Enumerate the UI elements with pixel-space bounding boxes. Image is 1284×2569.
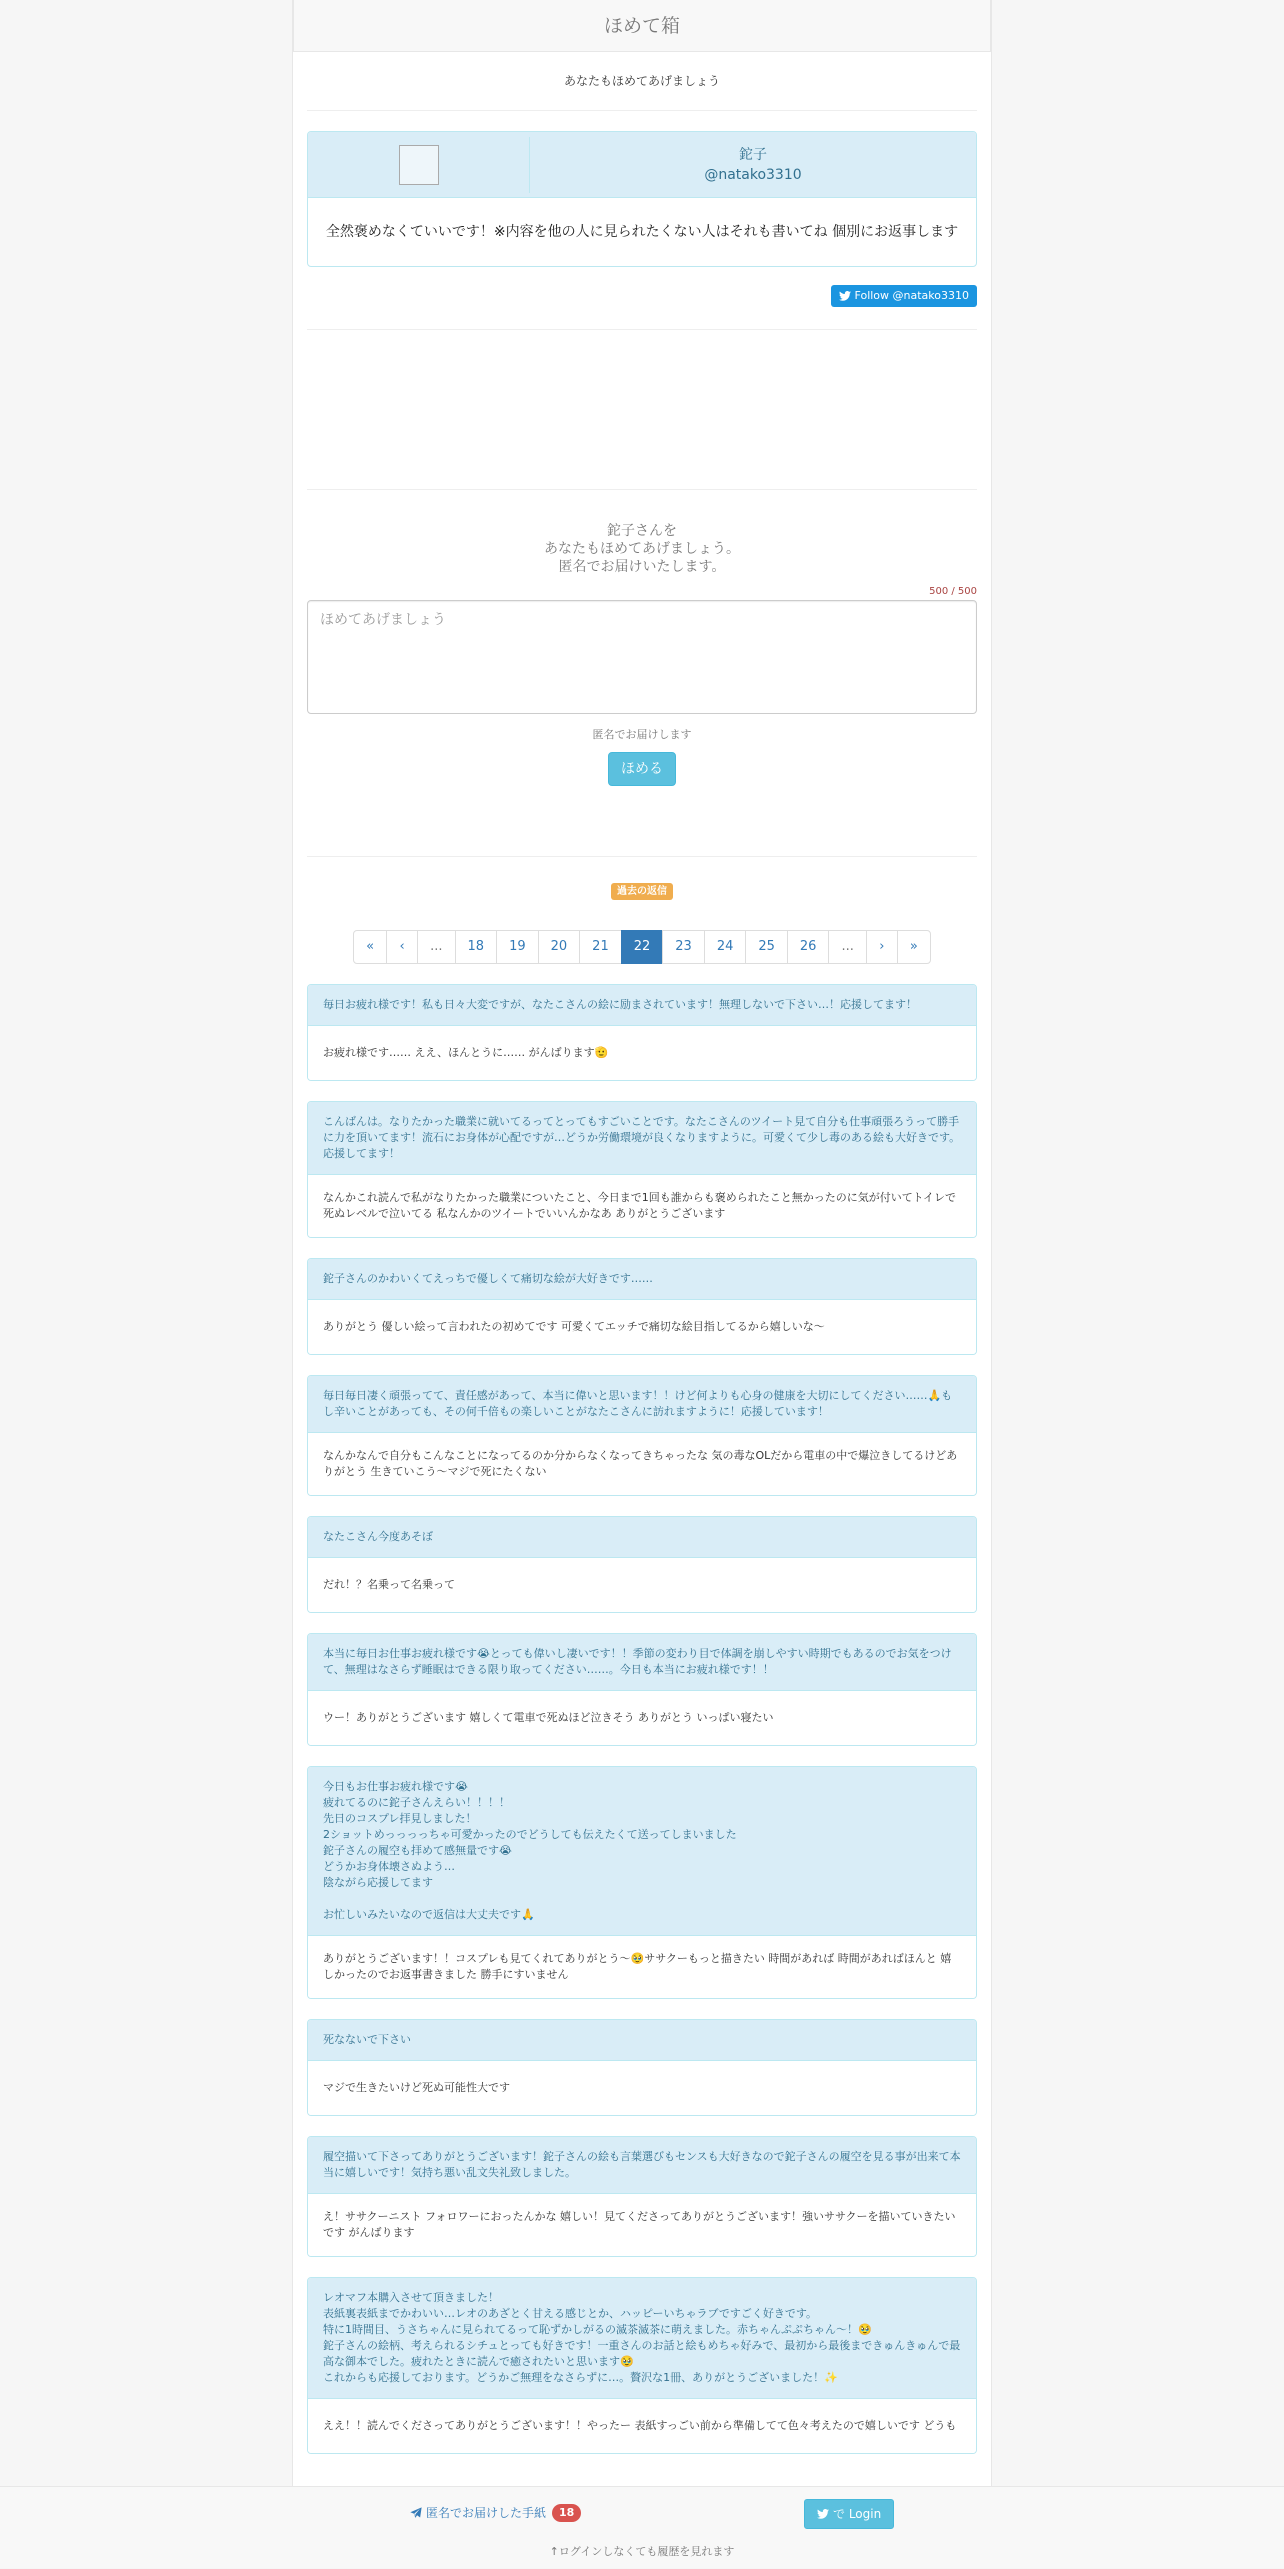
- message-answer: ありがとう 優しい絵って言われたの初めてです 可愛くてエッチで痛切な絵目指してるから嬉しいな〜: [308, 1300, 976, 1354]
- twitter-bird-icon: [839, 291, 851, 301]
- message-card: [307, 2136, 977, 2257]
- divider: [307, 110, 977, 111]
- message-card: [307, 984, 977, 1081]
- message-answer: え！ササクーニスト フォロワーにおったんかな 嬉しい！見てくださってありがとうございます！強いササクーを描いていきたいです がんばります: [308, 2194, 976, 2256]
- sent-letters-link[interactable]: [410, 2503, 581, 2523]
- message-card: [307, 1633, 977, 1746]
- avatar: [399, 145, 439, 185]
- prompt-line: あなたもほめてあげましょう。: [544, 541, 740, 557]
- page-title: ほめて箱: [603, 15, 680, 37]
- message-card: [307, 1101, 977, 1238]
- pagination-item[interactable]: 19: [496, 930, 539, 964]
- anonymous-note: 匿名でお届けします: [592, 728, 692, 741]
- pagination-item: ...: [417, 930, 455, 964]
- ad-space: [307, 329, 977, 489]
- message-question: 履空描いて下さってありがとうございます！鉈子さんの絵も言葉選びもセンスも大好きなので鉈子さんの履空を見る事が出来て本当に嬉しいです！気持ち悪い乱文失礼致しました。: [308, 2137, 976, 2194]
- message-answer: マジで生きたいけど死ぬ可能性大です: [308, 2061, 976, 2115]
- pagination-item[interactable]: ‹: [386, 930, 418, 964]
- compose-prompt: [293, 522, 991, 576]
- message-answer: ありがとうございます！！コスプレも見てくれてありがとう〜🥹ササクーもっと描きたい 時間があれば 時間があればほんと 嬉しかったのでお返事書きました 勝手にすいません: [308, 1936, 976, 1998]
- follow-row: [307, 285, 977, 307]
- pagination-item[interactable]: 21: [579, 930, 622, 964]
- submit-wrap: [293, 752, 991, 786]
- follow-label: Follow @natako3310: [854, 289, 969, 302]
- message-card: [307, 2019, 977, 2116]
- past-replies-label-wrap: [293, 879, 991, 900]
- profile-name[interactable]: 鉈子: [739, 146, 767, 163]
- message-card: [307, 1766, 977, 1999]
- app-header: [293, 0, 991, 52]
- paper-plane-icon: [410, 2507, 422, 2519]
- profile-handle[interactable]: @natako3310: [704, 166, 802, 183]
- sent-letters-label: 匿名でお届けした手紙: [426, 2506, 547, 2520]
- message-input[interactable]: [307, 600, 977, 714]
- twitter-follow-button[interactable]: [831, 285, 977, 307]
- pagination-item[interactable]: ›: [866, 930, 898, 964]
- bottom-bar: [0, 2486, 1284, 2568]
- message-answer: お疲れ様です…… ええ、ほんとうに…… がんばります🫡: [308, 1026, 976, 1080]
- message-answer: ウー！ありがとうございます 嬉しくて電車で死ぬほど泣きそう ありがとう いっぱい寝たい: [308, 1691, 976, 1745]
- pagination-item[interactable]: 24: [704, 930, 747, 964]
- sent-letters-count-badge: 18: [552, 2504, 581, 2522]
- divider: [307, 489, 977, 490]
- bottom-bar-inner: [292, 2487, 992, 2569]
- message-list: [307, 984, 977, 2454]
- message-question: 今日もお仕事お疲れ様です😭 疲れてるのに鉈子さんえらい！！！！ 先日のコスプレ拝見しました！ 2ショットめっっっっちゃ可愛かったのでどうしても伝えたくて送ってしまいました 鉈子さんの履空も拝めて感無量です😭 どうかお身体壊さぬよう… 陰ながら応援してます お忙しいみたいなので返信は大丈夫です🙏: [308, 1767, 976, 1936]
- twitter-bird-icon: [817, 2509, 829, 2519]
- message-card: [307, 1375, 977, 1496]
- avatar-cell: [308, 137, 530, 193]
- login-label: で Login: [833, 2507, 882, 2521]
- pagination-item[interactable]: «: [353, 930, 387, 964]
- pagination-item[interactable]: »: [897, 930, 931, 964]
- message-question: レオマフ本購入させて頂きました！ 表紙裏表紙までかわいい…レオのあざとく甘える感じとか、ハッピーいちゃラブですごく好きです。 特に1時間目、うさちゃんに見られてるって恥ずかしがるの滅茶滅茶に萌えました。赤ちゃんぷぷちゃん〜！🥹 鉈子さんの絵柄、考えられるシチュとっても好きです！一重さんのお話と絵もめちゃ好みで、最初から最後まできゅんきゅんで最高な御本でした。疲れたときに読んで癒されたいと思います🥹 これからも応援しております。どうかご無理をなさらずに…。贅沢な1冊、ありがとうございました！✨: [308, 2278, 976, 2399]
- profile-names: [530, 145, 976, 185]
- message-card: [307, 1516, 977, 1613]
- message-question: 本当に毎日お仕事お疲れ様です😭とっても偉いし凄いです！！季節の変わり目で体調を崩しやすい時期でもあるのでお気をつけて、無理はなさらず睡眠はできる限り取ってください……。今日も本当にお疲れ様です！！: [308, 1634, 976, 1691]
- pagination-item[interactable]: 20: [538, 930, 581, 964]
- login-note: ↑ログインしなくても履歴を見れます: [549, 2545, 735, 2558]
- profile-header: [308, 132, 976, 198]
- char-counter: 500 / 500: [929, 586, 977, 597]
- pagination-item: ...: [828, 930, 866, 964]
- message-card: [307, 2277, 977, 2454]
- message-answer: ええ！！読んでくださってありがとうございます！！やったー 表紙すっごい前から準備してて色々考えたので嬉しいです どうも: [308, 2399, 976, 2453]
- prompt-line: 鉈子さんを: [607, 523, 677, 539]
- message-question: 鉈子さんのかわいくてえっちで優しくて痛切な絵が大好きです……: [308, 1259, 976, 1300]
- message-question: なたこさん今度あそぼ: [308, 1517, 976, 1558]
- message-answer: なんかこれ読んで私がなりたかった職業についたこと、今日まで1回も誰からも褒められたこと無かったのに気が付いてトイレで死ぬレベルで泣いてる 私なんかのツイートでいいんかなあ ありがとうございます: [308, 1175, 976, 1237]
- pagination-item[interactable]: 18: [455, 930, 498, 964]
- message-question: こんばんは。なりたかった職業に就いてるってとってもすごいことです。なたこさんのツイート見て自分も仕事頑張ろうって勝手に力を頂いてます！流石にお身体が心配ですが…どうか労働環境が良くなりますように。可愛くて少し毒のある絵も大好きです。応援してます！: [308, 1102, 976, 1175]
- pagination-item[interactable]: 25: [745, 930, 788, 964]
- message-answer: だれ！？名乗って名乗って: [308, 1558, 976, 1612]
- profile-message: 全然褒めなくていいです！※内容を他の人に見られたくない人はそれも書いてね 個別にお返事します: [325, 224, 959, 240]
- page-subtitle: あなたもほめてあげましょう: [563, 74, 720, 88]
- pagination-item-active[interactable]: 22: [621, 930, 664, 964]
- past-replies-label: 過去の返信: [611, 883, 673, 900]
- prompt-line: 匿名でお届けいたします。: [558, 559, 726, 575]
- message-answer: なんかなんで自分もこんなことになってるのか分からなくなってきちゃったな 気の毒なOLだから電車の中で爆泣きしてるけどありがとう 生きていこう〜マジで死にたくない: [308, 1433, 976, 1495]
- pagination-item[interactable]: 26: [787, 930, 830, 964]
- praise-submit-button[interactable]: ほめる: [608, 752, 676, 786]
- divider: [307, 856, 977, 857]
- message-question: 死なないで下さい: [308, 2020, 976, 2061]
- profile-panel: [307, 131, 977, 267]
- message-question: 毎日毎日凄く頑張ってて、責任感があって、本当に偉いと思います！！けど何よりも心身の健康を大切にしてください……🙏もし辛いことがあっても、その何千倍もの楽しいことがなたこさんに訪れますように！応援しています！: [308, 1376, 976, 1433]
- page-container: [292, 0, 992, 2568]
- message-card: [307, 1258, 977, 1355]
- pagination: [293, 930, 991, 964]
- pagination-item[interactable]: 23: [662, 930, 705, 964]
- twitter-login-button[interactable]: [804, 2499, 894, 2529]
- message-question: 毎日お疲れ様です！私も日々大変ですが、なたこさんの絵に励まされています！無理しないで下さい…！応援してます！: [308, 985, 976, 1026]
